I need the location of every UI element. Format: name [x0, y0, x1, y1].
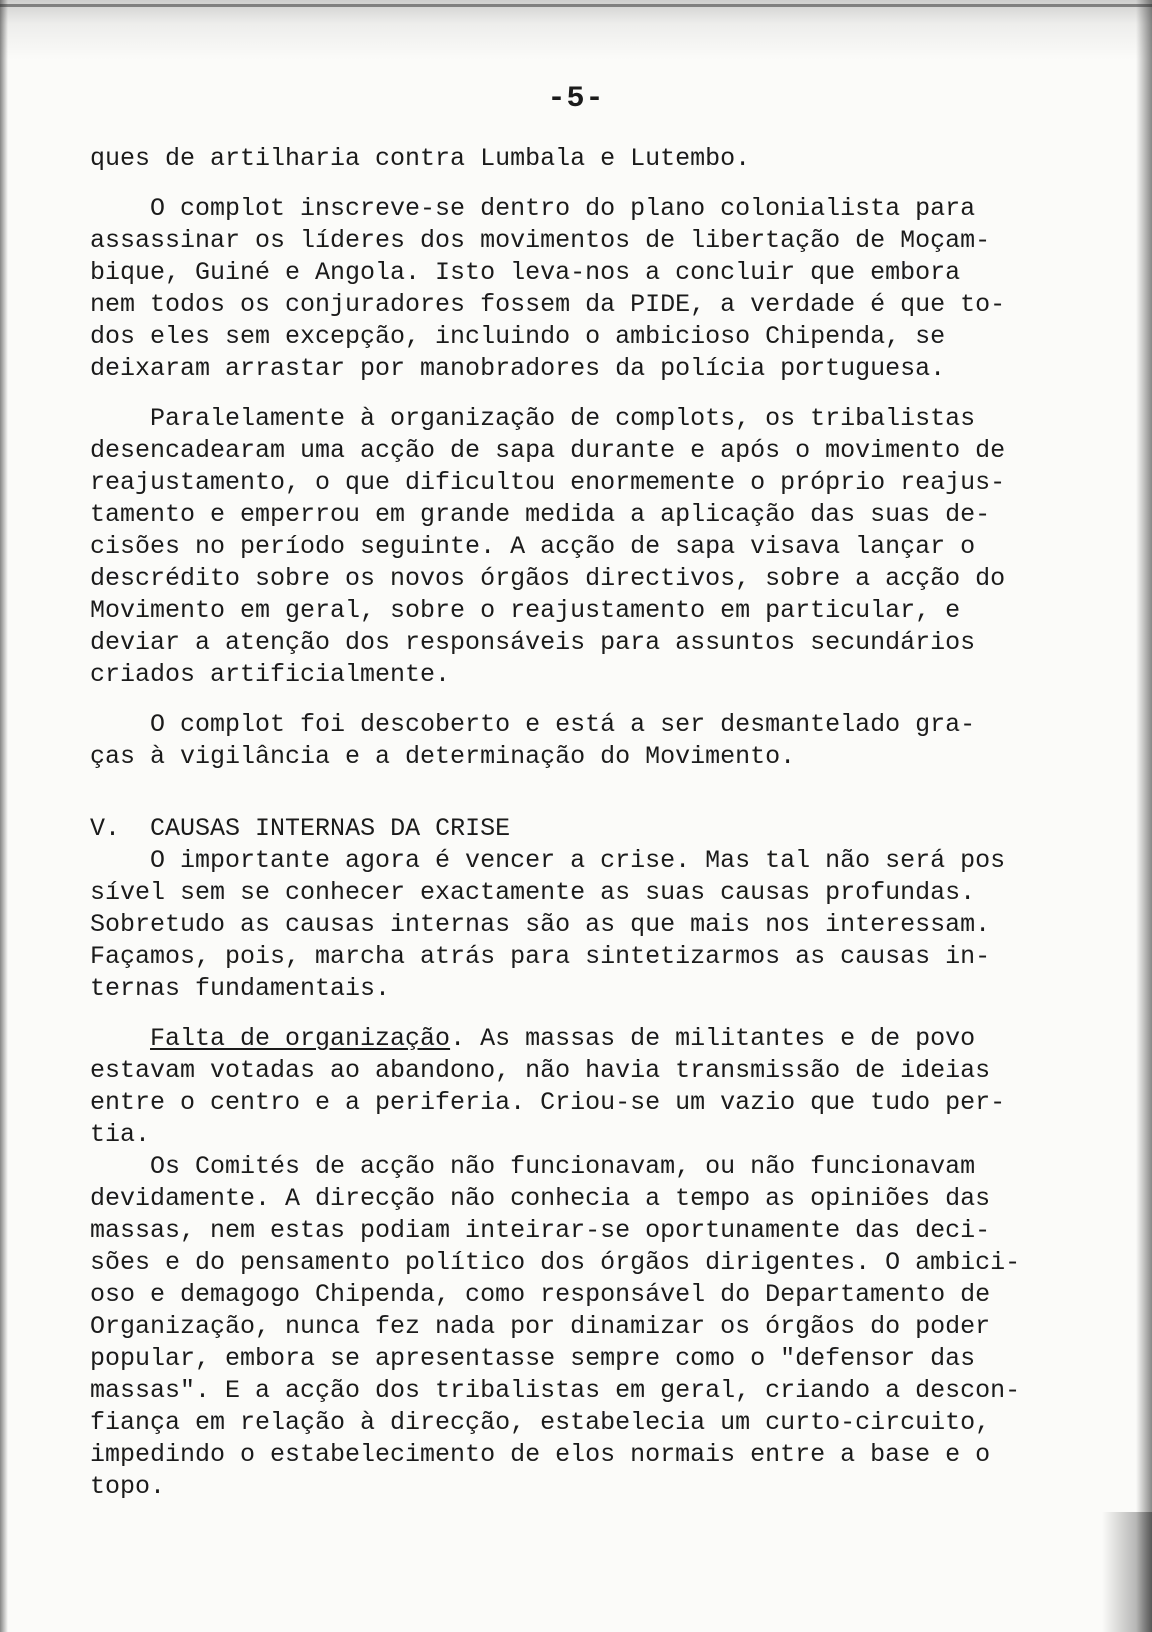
text-line: Os Comités de acção não funcionavam, ou não funcionavam — [90, 1152, 976, 1181]
paragraph-gap — [90, 175, 1110, 193]
section-heading — [90, 813, 1110, 845]
text-line: reajustamento, o que dificultou enormemente o próprio reajus- — [90, 468, 1006, 497]
text-line: criados artificialmente. — [90, 660, 451, 689]
text-line — [90, 1023, 1110, 1055]
text-line: bique, Guiné e Angola. Isto leva-nos a concluir que embora — [90, 258, 961, 287]
text-line: fiança em relação à direcção, estabelecia um curto-circuito, — [90, 1408, 991, 1437]
text-line: ques de artilharia contra Lumbala e Lutembo. — [90, 144, 751, 173]
text-line: sível sem se conhecer exactamente as suas causas profundas. — [90, 878, 976, 907]
text-line: tia. — [90, 1120, 151, 1149]
text-line: nem todos os conjuradores fossem da PIDE, a verdade é que to- — [90, 290, 1006, 319]
text-line: Paralelamente à organização de complots, os tribalistas — [90, 404, 976, 433]
paragraph-gap — [90, 691, 1110, 709]
text-line: assassinar os líderes dos movimentos de libertação de Moçam- — [90, 226, 991, 255]
text-line: deixaram arrastar por manobradores da polícia portuguesa. — [90, 354, 946, 383]
text-line: Organização, nunca fez nada por dinamizar os órgãos do poder — [90, 1312, 991, 1341]
section-number: V. — [90, 814, 121, 843]
paragraph-falta-organizacao — [90, 1023, 1110, 1151]
paragraph-gap — [90, 385, 1110, 403]
text-line: Movimento em geral, sobre o reajustamento em particular, e — [90, 596, 961, 625]
text-line: impedindo o estabelecimento de elos normais entre a base e o — [90, 1440, 991, 1469]
text-line: tamento e emperrou em grande medida a aplicação das suas de- — [90, 500, 991, 529]
text-line: dos eles sem excepção, incluindo o ambicioso Chipenda, se — [90, 322, 946, 351]
text-line: devidamente. A direcção não conhecia a tempo as opiniões das — [90, 1184, 991, 1213]
text-line: massas, nem estas podiam inteirar-se oportunamente das deci- — [90, 1216, 991, 1245]
section-gap — [90, 773, 1110, 813]
text-line: O complot foi descoberto e está a ser desmantelado gra- — [90, 710, 976, 739]
scan-shadow-bottom-right — [1102, 1512, 1152, 1632]
paragraph-3 — [90, 403, 1110, 691]
section-title: CAUSAS INTERNAS DA CRISE — [150, 814, 511, 843]
text-line: desencadearam uma acção de sapa durante e após o movimento de — [90, 436, 1006, 465]
text-line: deviar a atenção dos responsáveis para assuntos secundários — [90, 628, 976, 657]
text-line: topo. — [90, 1472, 166, 1501]
text-line: entre o centro e a periferia. Criou-se um vazio que tudo per- — [90, 1088, 1006, 1117]
paragraph-2 — [90, 193, 1110, 385]
text-line: O complot inscreve-se dentro do plano colonialista para — [90, 194, 976, 223]
text-line: Façamos, pois, marcha atrás para sintetizarmos as causas in- — [90, 942, 991, 971]
scan-shadow-top — [0, 0, 1152, 60]
paragraph-comites — [90, 1151, 1110, 1503]
text-line: oso e demagogo Chipenda, como responsável do Departamento de — [90, 1280, 991, 1309]
text-line: ternas fundamentais. — [90, 974, 391, 1003]
subheading-underlined: Falta de organização — [150, 1024, 451, 1053]
page-number: -5- — [547, 82, 605, 116]
paragraph-4 — [90, 709, 1110, 773]
scan-edge-left — [0, 0, 8, 1632]
text-line: massas". E a acção dos tribalistas em geral, criando a descon- — [90, 1376, 1021, 1405]
document-body — [90, 143, 1110, 1503]
text-line: estavam votadas ao abandono, não havia transmissão de ideias — [90, 1056, 991, 1085]
text-line: popular, embora se apresentasse sempre como o "defensor das — [90, 1344, 976, 1373]
paragraph-1 — [90, 143, 1110, 175]
scan-edge-top — [0, 4, 1152, 7]
text-line: cisões no período seguinte. A acção de sapa visava lançar o — [90, 532, 976, 561]
text-line: descrédito sobre os novos órgãos directivos, sobre a acção do — [90, 564, 1006, 593]
subheading-continuation: . As massas de militantes e de povo — [450, 1024, 976, 1053]
section-v — [90, 813, 1110, 1005]
paragraph-gap — [90, 1005, 1110, 1023]
scan-edge-right — [1136, 0, 1152, 1632]
text-line: Sobretudo as causas internas são as que mais nos interessam. — [90, 910, 991, 939]
text-line: ças à vigilância e a determinação do Movimento. — [90, 742, 796, 771]
text-line: sões e do pensamento político dos órgãos dirigentes. O ambici- — [90, 1248, 1021, 1277]
text-line: O importante agora é vencer a crise. Mas tal não será pos — [90, 846, 1006, 875]
